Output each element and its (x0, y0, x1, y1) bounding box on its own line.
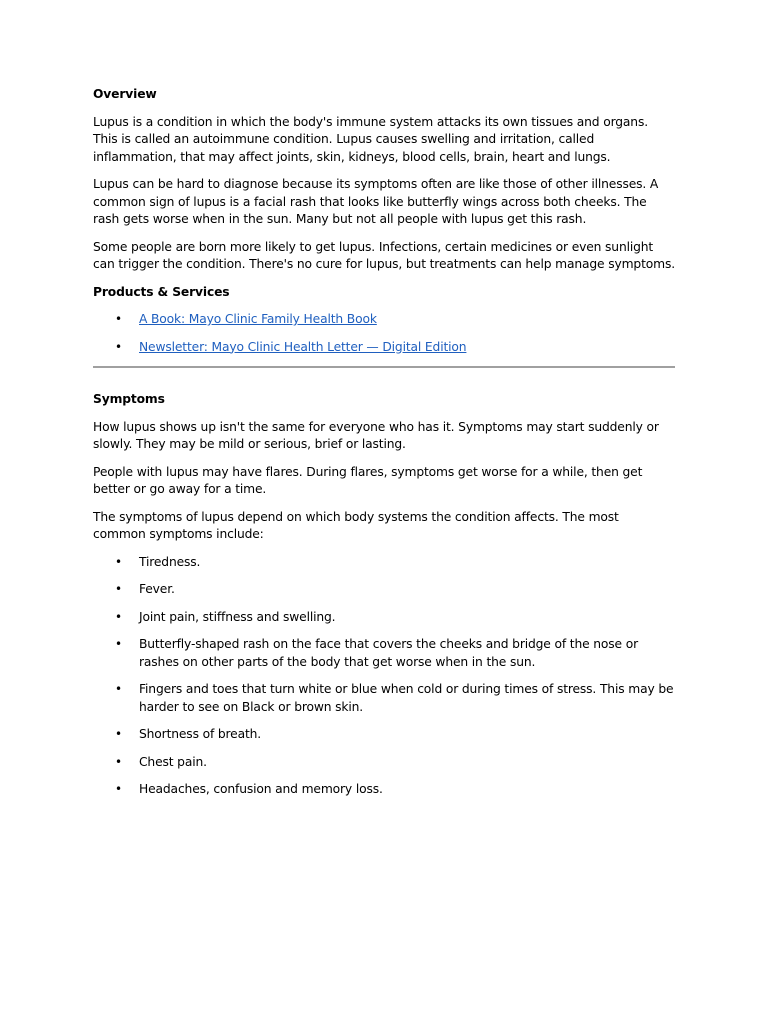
bullet-icon: • (115, 554, 122, 569)
overview-paragraph: Lupus can be hard to diagnose because its symptoms often are like those of other illnesses. A common sign of lupus is a facial rash that looks like butterfly wings across both cheeks. The rash gets worse when in the sun. Many but not all people with lupus get this rash. (93, 177, 659, 226)
bullet-icon: • (115, 339, 122, 354)
products-list-item (93, 311, 675, 329)
symptom-item (93, 681, 675, 716)
symptom-item (93, 581, 675, 599)
symptom-text: Tiredness. (139, 554, 201, 569)
bullet-icon: • (115, 582, 122, 596)
symptom-text: Fingers and toes that turn white or blue when cold or during times of stress. This may be harder to see on Black or brown skin. (139, 682, 674, 714)
symptoms-heading: Symptoms (93, 392, 165, 406)
products-heading: Products & Services (93, 284, 230, 299)
overview-heading: Overview (93, 87, 157, 101)
symptom-text: Joint pain, stiffness and swelling. (139, 609, 336, 624)
symptoms-paragraph: The symptoms of lupus depend on which body systems the condition affects. The most common symptoms include: (93, 509, 619, 541)
symptom-item (93, 636, 675, 671)
symptom-item (93, 554, 675, 572)
symptom-item (93, 609, 675, 627)
symptom-item (93, 754, 675, 772)
symptom-text: Chest pain. (139, 754, 207, 769)
family-health-book-link[interactable]: A Book: Mayo Clinic Family Health Book (139, 312, 377, 326)
products-list-item (93, 339, 675, 357)
bullet-icon: • (115, 609, 122, 624)
section-divider (93, 366, 675, 368)
bullet-icon: • (115, 727, 122, 741)
bullet-icon: • (115, 682, 122, 696)
symptom-text: Fever. (139, 582, 175, 596)
symptoms-list (93, 554, 675, 799)
bullet-icon: • (115, 754, 122, 769)
symptom-item (93, 726, 675, 744)
bullet-icon: • (115, 312, 122, 326)
products-list (93, 311, 675, 356)
document-page (93, 86, 675, 809)
symptom-item (93, 781, 675, 799)
symptom-text: Shortness of breath. (139, 727, 262, 741)
symptoms-paragraph: People with lupus may have flares. During flares, symptoms get worse for a while, then get better or go away for a time. (93, 464, 643, 496)
symptoms-paragraph: How lupus shows up isn't the same for everyone who has it. Symptoms may start suddenly or slowly. They may be mild or serious, brief or lasting. (93, 419, 659, 451)
overview-paragraph: Lupus is a condition in which the body's immune system attacks its own tissues and organs. This is called an autoimmune condition. Lupus causes swelling and irritation, called inflammation, that may affect joints, skin, kidneys, blood cells, brain, heart and lungs. (93, 114, 648, 164)
bullet-icon: • (115, 637, 122, 651)
health-letter-link[interactable]: Newsletter: Mayo Clinic Health Letter — Digital Edition (139, 339, 467, 354)
symptom-text: Headaches, confusion and memory loss. (139, 782, 383, 796)
overview-paragraph: Some people are born more likely to get lupus. Infections, certain medicines or even sunlight can trigger the condition. There's no cure for lupus, but treatments can help manage symptoms. (93, 239, 675, 271)
symptom-text: Butterfly-shaped rash on the face that covers the cheeks and bridge of the nose or rashes on other parts of the body that get worse when in the sun. (139, 637, 638, 669)
bullet-icon: • (115, 782, 122, 796)
